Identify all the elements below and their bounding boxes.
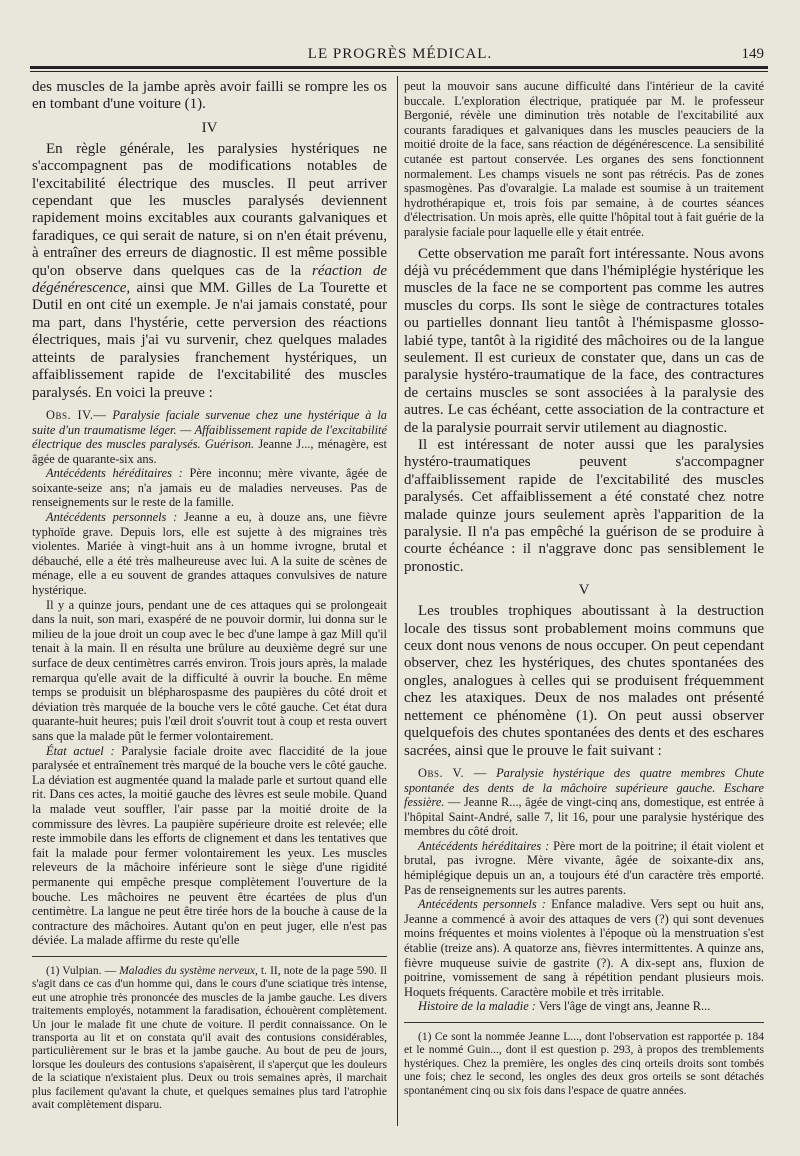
paragraph: Il est intéressant de noter aussi que les paralysies hystéro-traumatiques peuvent s'accompagner d'affaiblissement rapide de l'excitabilité des muscles paralysés. Cet affaiblissement a été constaté chez notre malade quinze jours seulement après l'apparition de la paralysie. Il n'a pas empêché la guérison de se produire à courte échéance : il n'aggrave donc pas sensiblement le pronostic. xyxy=(404,437,764,575)
label: Histoire de la maladie : xyxy=(418,999,536,1014)
observation-heading xyxy=(404,766,764,839)
label: Antécédents héréditaires : xyxy=(46,466,183,481)
page-number: 149 xyxy=(741,46,764,62)
journal-title: LE PROGRÈS MÉDICAL. xyxy=(307,46,493,62)
text: Paralysie faciale droite avec flaccidité de la joue paralysée et entraînement très marqué de la bouche vers le côté gauche. La déviation est augmentée quand la malade parle et surtout quand elle rit. Dans ces actes, la moitié gauche des lèvres est seule mobile. Quand la malade veut souffler, l'air passe par la moitié droite de la commissure des lèvres. La paupière supérieure droite est relevée; elle reste immobile dans les efforts de clignement et dans les tentatives que fait la malade pour fermer volontairement les yeux. Les muscles releveurs de la mâchoire inférieure sont le siège d'une rigidité permanente qui empêche presque complètement l'ouverture de la bouche. Les mâchoires ne peuvent être écartées de plus d'un centimètre. La langue ne peut être tirée hors de la bouche à cause de la contracture des mâchoires. Autant qu'on en peut juger, elle n'est pas déviée. La malade affirme du reste qu'elle xyxy=(32,743,387,948)
section-heading: V xyxy=(578,582,590,599)
footnote-rule xyxy=(32,956,387,957)
text: Enfance maladive. Vers sept ou huit ans, Jeanne a commencé à avoir des attaques de vers (?) qui sont devenues moins fréquentes et moins violentes à l'époque où la menstruation s'est établie (treize ans). A quatorze ans, fièvres intermittentes. A quinze ans, fièvre muqueuse suivie de gastrite (?). A dix-sept ans, fluxion de poitrine, vomissement de sang à répétition pendant plusieurs mois. Hoquets fréquents. Caractère mobile et très irritable. xyxy=(404,897,764,999)
text: Père inconnu; mère vivante, âgée de soixante-seize ans; n'a jamais eu de maladies nerveuses. Pas de renseignements sur le reste de la famille. xyxy=(32,466,387,510)
paragraph xyxy=(32,510,387,598)
paragraph xyxy=(404,839,764,897)
footnote xyxy=(32,965,387,1112)
paragraph: Les troubles trophiques aboutissant à la destruction locale des tissus sont probablement moins communs que ceux dont nous venons de nous occuper. On peut cependant observer, chez les hystériques, des chutes spontanées des ongles, analogues à celles qui se produisent fréquemment chez les ataxiques. Deux de nos malades ont présenté nettement ce phénomène (1). On peut aussi observer quelquefois des chutes spontanées des dents et des eschares sacrées, ainsi que le prouve le fait suivant : xyxy=(404,603,764,759)
text: Vers l'âge de vingt ans, Jeanne R... xyxy=(538,999,711,1014)
paragraph: peut la mouvoir sans aucune difficulté dans l'intérieur de la cavité buccale. L'exploration électrique, pratiquée par M. le professeur Bergonié, révèle une diminution très notable de l'excitabilité aux courants faradiques et galvaniques dans les muscles peauciers de la moitié droite de la face, sans réaction de dégénérescence. La sensibilité cutanée est partout conservée. Les organes des sens fonctionnent normalement. Les champs visuels ne sont pas rétrécis. Pas de zones spasmogènes. Pas d'ovaralgie. La malade est soumise à un traitement hydrothérapique et, trois fois par semaine, à de courtes séances d'électrisation. Un mois après, elle quitte l'hôpital tout à fait guérie de la paralysie faciale pour laquelle elle y était entrée. xyxy=(404,79,764,239)
footnote-title: Maladies du système nerveux, xyxy=(119,964,258,977)
label: Antécédents héréditaires : xyxy=(418,838,550,853)
label: Antécédents personnels : xyxy=(418,897,546,912)
paragraph xyxy=(404,897,764,999)
paragraph xyxy=(32,141,387,402)
observation-heading xyxy=(32,408,387,466)
header-rule-thick xyxy=(30,66,768,69)
observation-title: Paralysie hystérique des quatre membres Chute spontanée des dents de la mâchoire supérieure gauche. Eschare fessière. xyxy=(404,765,764,810)
paragraph: Il y a quinze jours, pendant une de ces attaques qui se prolongeait dans la nuit, son mari, exaspéré de ne pouvoir dormir, lui donna sur le milieu de la joue droit un coup avec le bec d'une lampe à gaz Mill qu'il tenait à la main. Il en résulta une brûlure au deuxième degré sur une surface de deux centimètres carrés environ. Trois jours après, la malade remarqua qu'elle avait de la difficulté à ouvrir la bouche. En même temps se produisit un blépharospasme des paupières du côté droit et déviation très marquée de la bouche vers le côté gauche. Cet état dura quarante-huit heures; puis l'œil droit s'ouvrit tout à coup et resta ouvert sans que la malade pût le fermer volontairement. xyxy=(32,597,387,743)
text: En règle générale, les paralysies hystériques ne s'accompagnent pas de modifications notables de l'excitabilité électrique des muscles. Il peut arriver cependant que les muscles paralysés deviennent rapidement moins excitables aux courants galvaniques et faradiques, ce qui serait de nature, si on n'en était prévenu, à entraîner des erreurs de diagnostic. Il est même possible qu'on observe dans quelques cas de la xyxy=(32,140,387,279)
paragraph xyxy=(32,466,387,510)
text: — Jeanne R..., âgée de vingt-cinq ans, domestique, est entrée à l'hôpital Saint-André, salle 7, lit 16, pour une paralysie hystérique des membres du côté droit. xyxy=(404,795,764,839)
text: (1) Vulpian. — xyxy=(46,964,117,977)
emphasis: réaction de dégénérescence, xyxy=(32,262,387,297)
left-column xyxy=(32,79,387,1112)
text: Jeanne a eu, à douze ans, une fièvre typhoïde grave. Depuis lors, elle est sujette à des migraines très violentes. Mariée à vingt-huit ans à un homme ivrogne, brutal et débauché, elle a été très malheureuse avec lui. A la suite de scènes de ménage, elle a eu souvent de grandes attaques convulsives de nature hystérique. xyxy=(32,510,388,598)
observation-title: Paralysie faciale survenue chez une hystérique à la suite d'un traumatisme léger. — Affaiblissement rapide de l'excitabilité électrique des muscles paralysés. Guérison. xyxy=(32,407,387,452)
observation-label: Obs. V. — xyxy=(418,765,487,780)
paragraph: des muscles de la jambe après avoir failli se rompre les os en tombant d'une voiture (1). xyxy=(32,79,387,113)
text: ainsi que MM. Gilles de La Tourette et Dutil en ont cité un exemple. Je n'ai jamais constaté, pour ma part, dans l'hystérie, cette perversion des réactions électriques, mais j'ai vu survenir, chez quelques malades atteints de paralysies franchement hystériques, un affaiblissement rapide de l'excitabilité des muscles paralysés. En voici la preuve : xyxy=(32,280,387,401)
paragraph xyxy=(404,999,764,1014)
label: Antécédents personnels : xyxy=(46,510,178,525)
paragraph: Cette observation me paraît fort intéressante. Nous avons déjà vu précédemment que dans l'hémiplégie hystérique les muscles de la face ne se comportent pas comme les autres muscles du corps. Ils sont le siège de contractures totales ou partielles donnant lieu tantôt à l'hémispasme glosso-labié type, tantôt à la rigidité des mâchoires ou de la langue seulement. Il est curieux de constater que, dans un cas de paralysie hystéro-traumatique de la face, des contractures de certains muscles se sont associées à la paralysie des autres. Le cas échéant, cette association de la contracture et de la paralysie pourrait servir utilement au diagnostic. xyxy=(404,245,764,436)
observation-label: Obs. IV.— xyxy=(46,407,107,422)
footnote-rule xyxy=(404,1022,764,1023)
right-column xyxy=(404,79,764,1098)
section-heading: IV xyxy=(201,119,218,136)
label: État actuel : xyxy=(46,743,115,758)
header-rule-thin xyxy=(30,71,768,72)
footnote: (1) Ce sont la nommée Jeanne L..., dont l'observation est rapportée p. 184 et le nommé Guin..., dont il est question p. 293, à propos des tremblements hystériques. Chez la première, les ongles des cinq orteils droits sont tombés une fois; chez le second, les ongles des deux gros orteils se sont détachés spontanément cinq ou six fois dans l'espace de quatre années. xyxy=(404,1031,764,1097)
text: Père mort de la poitrine; il était violent et brutal, pas ivrogne. Mère vivante, âgée de soixante-dix ans, hémiplégique depuis un an, a toujours été d'un caractère très emporté. Pas de renseignements sur les autres parents. xyxy=(404,838,764,897)
column-divider xyxy=(397,76,398,1126)
running-head xyxy=(0,46,800,68)
paragraph xyxy=(32,744,387,948)
text: Jeanne J..., ménagère, est âgée de quarante-six ans. xyxy=(32,437,387,466)
text: t. II, note de la page 590. Il s'agit dans ce cas d'un homme qui, dans le cours d'une sciatique très intense, eut une atrophie très prononcée des muscles de la jambe gauche. Les divers traitements employés, notamment la faradisation, échouèrent complètement. Un jour le malade fit une chute de voiture. Il perdit connaissance. On le transporta au lit et on constata qu'il avait des contusions considérables, particulièrement sur le bras et la jambe gauche. Au bout de peu de jours, lorsque les douleurs des contusions s'apaisèrent, il s'aperçut que les douleurs de la sciatique n'existaient plus. Deux ou trois semaines après, il marchait plus facilement qu'avant la chute, et quelques semaines plus tard l'atrophie avait complètement disparu. xyxy=(32,964,387,1111)
